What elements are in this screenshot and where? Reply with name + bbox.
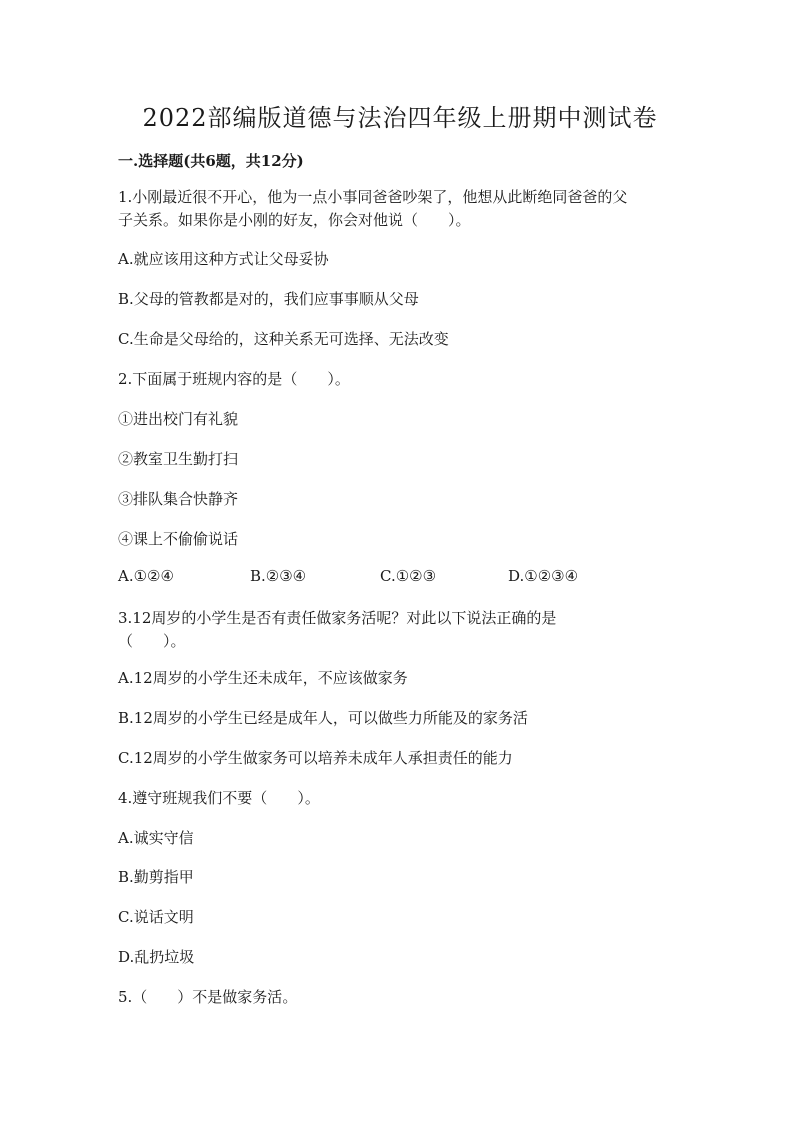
question-4-option-d: D.乱扔垃圾: [118, 948, 195, 966]
question-2-option-d: D.①②③④: [508, 567, 579, 585]
question-2-item-1: ①进出校门有礼貌: [118, 410, 239, 428]
question-5-stem: 5.（ ）不是做家务活。: [118, 988, 298, 1006]
exam-title: 2022部编版道德与法治四年级上册期中测试卷: [142, 104, 658, 132]
question-1-stem-line-2: 子关系。如果你是小刚的好友，你会对他说（ ）。: [118, 211, 471, 229]
question-1-option-c: C.生命是父母给的，这种关系无可选择、无法改变: [118, 330, 449, 348]
question-2-option-b: B.②③④: [250, 567, 307, 585]
question-3-option-b: B.12周岁的小学生已经是成年人，可以做些力所能及的家务活: [118, 709, 528, 727]
question-2-option-a: A.①②④: [118, 567, 174, 585]
question-1-option-a: A.就应该用这种方式让父母妥协: [118, 250, 329, 268]
question-2-item-3: ③排队集合快静齐: [118, 490, 239, 508]
question-2-item-4: ④课上不偷偷说话: [118, 530, 239, 548]
question-3-option-c: C.12周岁的小学生做家务可以培养未成年人承担责任的能力: [118, 749, 513, 767]
section-heading: 一.选择题(共6题，共12分): [118, 152, 304, 170]
question-3-stem-line-1: 3.12周岁的小学生是否有责任做家务活呢？对此以下说法正确的是: [118, 609, 557, 627]
question-2-stem: 2.下面属于班规内容的是（ ）。: [118, 370, 350, 388]
question-2-option-c: C.①②③: [380, 567, 437, 585]
question-4-option-c: C.说话文明: [118, 908, 194, 926]
question-1-stem-line-1: 1.小刚最近很不开心，他为一点小事同爸爸吵架了，他想从此断绝同爸爸的父: [118, 188, 628, 206]
question-4-option-a: A.诚实守信: [118, 829, 194, 847]
question-3-stem-line-2: （ ）。: [118, 632, 186, 650]
question-4-option-b: B.勤剪指甲: [118, 868, 194, 886]
question-1-option-b: B.父母的管教都是对的，我们应事事顺从父母: [118, 290, 419, 308]
question-2-item-2: ②教室卫生勤打扫: [118, 450, 239, 468]
question-3-option-a: A.12周岁的小学生还未成年，不应该做家务: [118, 669, 408, 687]
question-4-stem: 4.遵守班规我们不要（ ）。: [118, 789, 320, 807]
